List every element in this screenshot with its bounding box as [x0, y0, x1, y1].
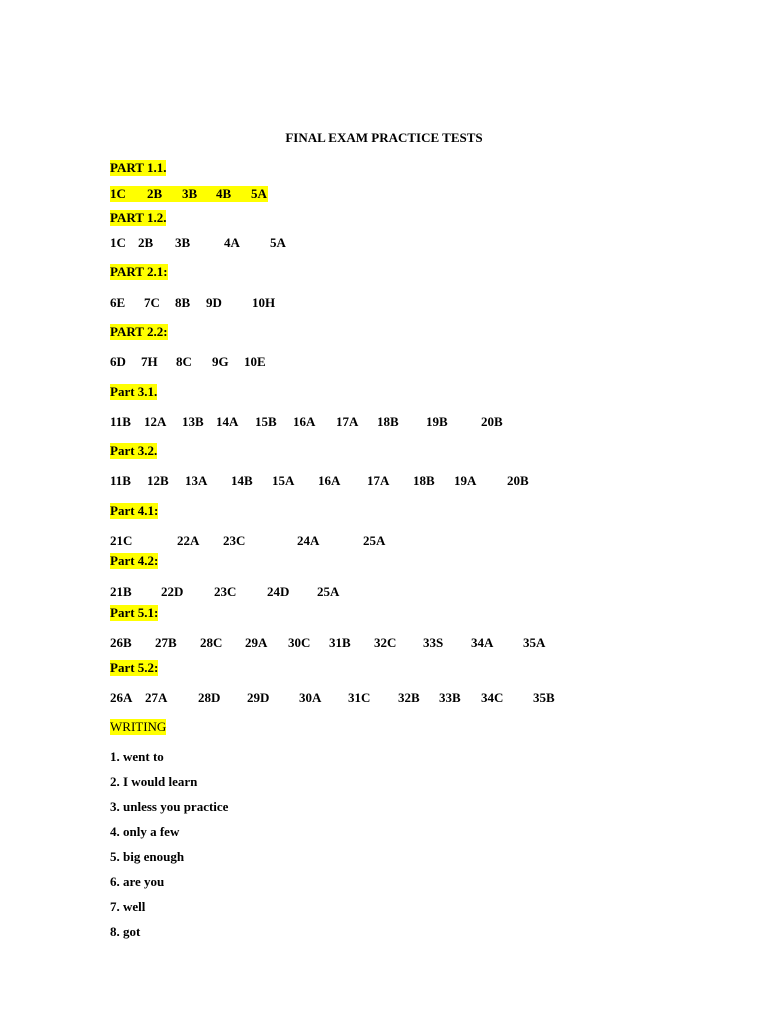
- answer: 25A: [317, 584, 340, 599]
- answer: 34C: [481, 690, 504, 705]
- answer-row: [110, 584, 370, 600]
- answer: 11B: [110, 414, 131, 429]
- answer: 6E: [110, 295, 126, 310]
- answer: 23C: [214, 584, 237, 599]
- answer: 5A: [251, 186, 267, 201]
- answer: 32C: [374, 635, 397, 650]
- answer: 16A: [293, 414, 316, 429]
- answer: 34A: [471, 635, 494, 650]
- answer: 29A: [245, 635, 268, 650]
- section-heading: PART 1.1.: [110, 160, 167, 175]
- answer: 24D: [267, 584, 290, 599]
- section-heading: Part 5.2:: [110, 660, 159, 675]
- answer: 28D: [198, 690, 221, 705]
- section-heading: Part 5.1:: [110, 605, 159, 620]
- answer: 10H: [252, 295, 276, 310]
- answer-row: [110, 186, 268, 202]
- answer: 19A: [454, 473, 477, 488]
- answer: 30A: [299, 690, 322, 705]
- section-heading: PART 1.2.: [110, 210, 167, 225]
- answer: 17A: [336, 414, 359, 429]
- writing-item: 1. went to: [110, 749, 164, 764]
- writing-item: 5. big enough: [110, 849, 185, 864]
- section-heading: PART 2.1:: [110, 264, 168, 279]
- answer: 15A: [272, 473, 295, 488]
- answer: 32B: [398, 690, 420, 705]
- answer: 20B: [507, 473, 529, 488]
- answer: 13B: [182, 414, 204, 429]
- answer: 1C: [110, 186, 126, 201]
- answer: 7C: [144, 295, 160, 310]
- answer-row: [110, 354, 310, 370]
- answer: 1C: [110, 235, 126, 250]
- answer: 6D: [110, 354, 126, 369]
- answer: 22D: [161, 584, 184, 599]
- answer: 3B: [175, 235, 191, 250]
- section-heading: Part 3.2.: [110, 443, 158, 458]
- answer: 12A: [144, 414, 167, 429]
- answer: 30C: [288, 635, 311, 650]
- answer: 35A: [523, 635, 546, 650]
- answer: 31B: [329, 635, 351, 650]
- writing-item: 2. I would learn: [110, 774, 198, 789]
- answer: 7H: [141, 354, 158, 369]
- answer: 2B: [147, 186, 163, 201]
- answer: 9D: [206, 295, 222, 310]
- answer: 26B: [110, 635, 132, 650]
- answer: 11B: [110, 473, 131, 488]
- answer: 21B: [110, 584, 132, 599]
- answer: 14B: [231, 473, 253, 488]
- writing-item: 7. well: [110, 899, 146, 914]
- answer: 4B: [216, 186, 232, 201]
- answer: 14A: [216, 414, 239, 429]
- answer: 23C: [223, 533, 246, 548]
- answer: 27A: [145, 690, 168, 705]
- answer: 5A: [270, 235, 286, 250]
- answer: 31C: [348, 690, 371, 705]
- section-heading: Part 3.1.: [110, 384, 158, 399]
- answer: 10E: [244, 354, 266, 369]
- answer: 20B: [481, 414, 503, 429]
- answer: 26A: [110, 690, 133, 705]
- answer: 35B: [533, 690, 555, 705]
- answer: 33S: [423, 635, 444, 650]
- answer: 4A: [224, 235, 240, 250]
- writing-item: 8. got: [110, 924, 141, 939]
- answer: 9G: [212, 354, 229, 369]
- writing-item: 4. only a few: [110, 824, 180, 839]
- answer: 24A: [297, 533, 320, 548]
- answer: 29D: [247, 690, 270, 705]
- answer: 15B: [255, 414, 277, 429]
- writing-item: 6. are you: [110, 874, 165, 889]
- answer: 16A: [318, 473, 341, 488]
- answer: 2B: [138, 235, 154, 250]
- writing-item: 3. unless you practice: [110, 799, 229, 814]
- answer: 12B: [147, 473, 169, 488]
- answer: 22A: [177, 533, 200, 548]
- answer: 27B: [155, 635, 177, 650]
- answer: 18B: [413, 473, 435, 488]
- section-heading: Part 4.1:: [110, 503, 159, 518]
- answer-row: [110, 533, 430, 549]
- answer-row: [110, 473, 550, 489]
- answer: 28C: [200, 635, 223, 650]
- answer: 8C: [176, 354, 192, 369]
- answer: 18B: [377, 414, 399, 429]
- writing-heading: WRITING: [110, 719, 167, 734]
- section-heading: Part 4.2:: [110, 553, 159, 568]
- answer: 19B: [426, 414, 448, 429]
- answer: 3B: [182, 186, 198, 201]
- document-title: FINAL EXAM PRACTICE TESTS: [285, 130, 483, 145]
- answer: 21C: [110, 533, 133, 548]
- answer-row: [110, 690, 570, 706]
- answer-row: [110, 635, 560, 651]
- answer: 17A: [367, 473, 390, 488]
- answer-row: [110, 414, 530, 430]
- answer-row: [110, 235, 310, 251]
- answer: 8B: [175, 295, 191, 310]
- answer: 25A: [363, 533, 386, 548]
- answer: 33B: [439, 690, 461, 705]
- section-heading: PART 2.2:: [110, 324, 168, 339]
- answer-row: [110, 295, 310, 311]
- answer: 13A: [185, 473, 208, 488]
